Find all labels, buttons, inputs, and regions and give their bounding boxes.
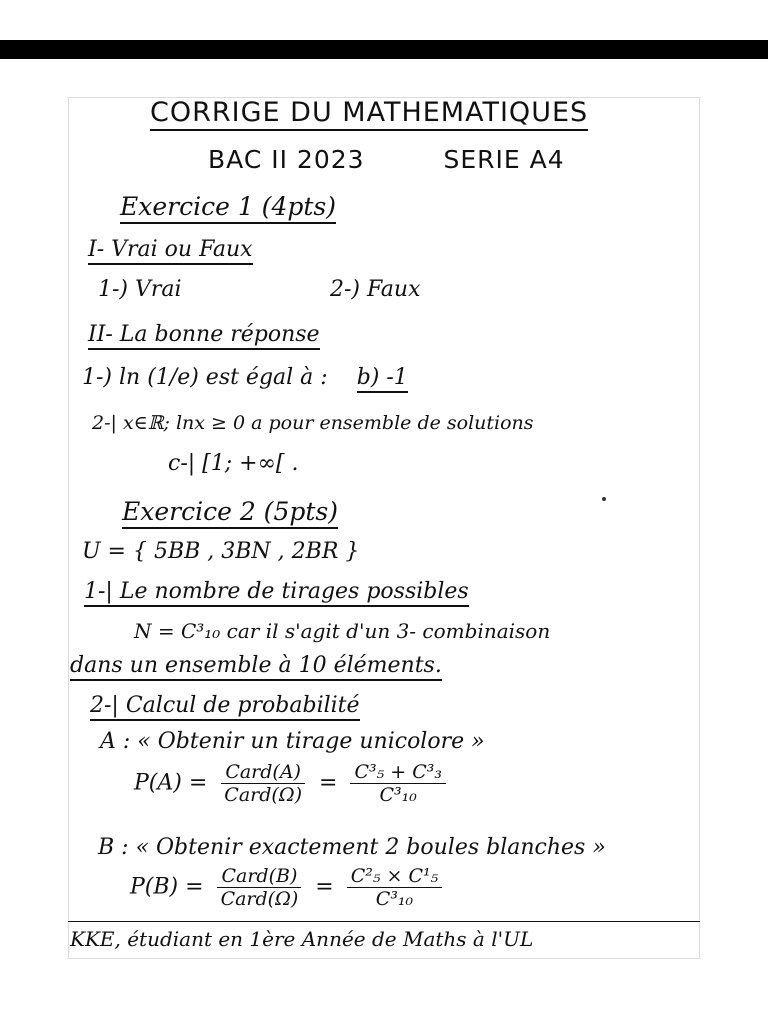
fraction-card-b: $\frac{\text{Card(B)}}{\text{Card(Ω)}}$ (217, 865, 303, 910)
footer-divider (68, 921, 700, 922)
exercise2-heading: Exercice 2 (5pts) (122, 497, 338, 526)
part2-heading: II- La bonne réponse (88, 322, 320, 347)
top-black-bar (0, 40, 768, 59)
question-q4: 2-| x∈ℝ; lnx ≥ 0 a pour ensemble de solutions (92, 412, 534, 434)
fraction-combination-b: $\frac{\text{C²₅ × C¹₅}}{\text{C³₁₀}}$ (347, 865, 443, 910)
handwritten-sheet (68, 97, 700, 959)
probability-a: P(A) = $\frac{\text{Card(A)}}{\text{Card(Ω)}}$ = $\frac{\text{C³₅ + C³₃}}{\text{C³₁₀}}$ (134, 761, 452, 806)
footer-author: KKE, étudiant en 1ère Année de Maths à l'UL (70, 927, 534, 951)
probability-b: P(B) = $\frac{\text{Card(B)}}{\text{Card(Ω)}}$ = $\frac{\text{C²₅ × C¹₅}}{\text{C³₁₀}}$ (130, 865, 448, 910)
answer-q4: c-| [1; +∞[ . (168, 451, 299, 476)
item1-heading: 1-| Le nombre de tirages possibles (84, 579, 469, 604)
ink-speck (602, 497, 606, 501)
urn-definition: U = { 5BB , 3BN , 2BR } (82, 539, 360, 564)
page-title: CORRIGE DU MATHEMATIQUES (150, 97, 588, 131)
part1-heading: I- Vrai ou Faux (88, 237, 253, 262)
question-q3: 1-) ln (1/e) est égal à : b) -1 (82, 365, 408, 390)
fraction-combination-a: $\frac{\text{C³₅ + C³₃}}{\text{C³₁₀}}$ (350, 761, 446, 806)
page-subtitle (208, 145, 565, 174)
answer-q2: 2-) Faux (330, 277, 421, 302)
answer-q1: 1-) Vrai (98, 277, 182, 302)
exercise1-heading: Exercice 1 (4pts) (120, 192, 336, 221)
exam-label: BAC II 2023 (208, 145, 365, 174)
n-formula-line: N = C³₁₀ car il s'agit d'un 3- combinaison (134, 619, 551, 643)
answer-q3: b) -1 (357, 365, 408, 393)
n-formula-line2: dans un ensemble à 10 éléments. (70, 653, 442, 678)
item2-heading: 2-| Calcul de probabilité (90, 693, 360, 718)
fraction-card-a: $\frac{\text{Card(A)}}{\text{Card(Ω)}}$ (220, 761, 306, 806)
event-a: A : « Obtenir un tirage unicolore » (100, 729, 485, 754)
event-b: B : « Obtenir exactement 2 boules blanches » (98, 835, 606, 860)
serie-label: SERIE A4 (443, 145, 565, 174)
